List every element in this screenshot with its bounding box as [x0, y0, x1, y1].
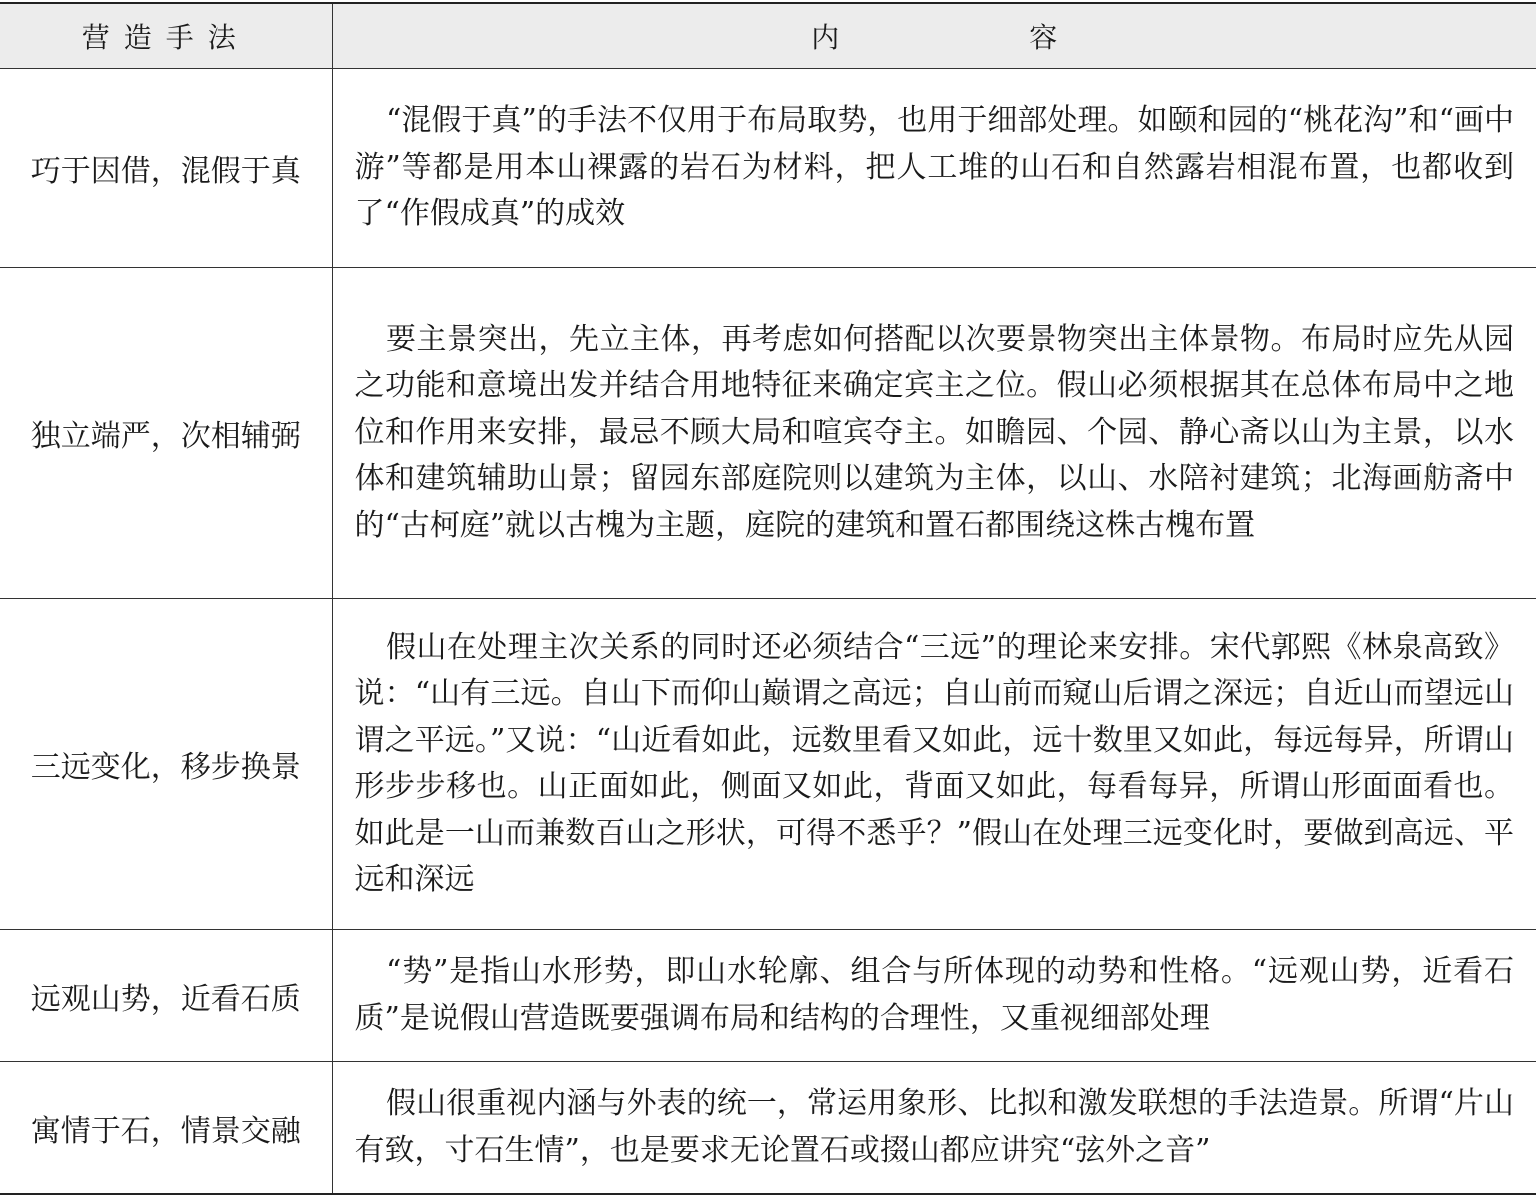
- header-content: [332, 3, 1536, 69]
- content-text: 假山很重视内涵与外表的统一，常运用象形、比拟和激发联想的手法造景。所谓“片山有致，寸石生情”，也是要求无论置石或掇山都应讲究“弦外之音”: [354, 1086, 1514, 1168]
- method-cell: 寓情于石，情景交融: [0, 1062, 332, 1195]
- content-cell: [332, 599, 1536, 930]
- content-cell: [332, 930, 1536, 1062]
- method-cell: 远观山势，近看石质: [0, 930, 332, 1062]
- content-text: “势”是指山水形势，即山水轮廓、组合与所体现的动势和性格。“远观山势，近看石质”是说假山营造既要强调布局和结构的合理性，又重视细部处理: [354, 954, 1514, 1036]
- method-cell: 巧于因借，混假于真: [0, 69, 332, 268]
- table-row: [0, 69, 1536, 268]
- table-row: [0, 930, 1536, 1062]
- techniques-table: [0, 2, 1536, 1195]
- content-cell: [332, 268, 1536, 599]
- header-row: [0, 3, 1536, 69]
- content-cell: [332, 1062, 1536, 1195]
- header-method: 营造手法: [0, 3, 332, 69]
- header-content-char-2: 容: [1029, 21, 1058, 54]
- table-row: [0, 1062, 1536, 1195]
- method-cell: 三远变化，移步换景: [0, 599, 332, 930]
- content-text: 要主景突出，先立主体，再考虑如何搭配以次要景物突出主体景物。布局时应先从园之功能和意境出发并结合用地特征来确定宾主之位。假山必须根据其在总体布局中之地位和作用来安排，最忌不顾大局和喧宾夺主。如瞻园、个园、静心斋以山为主景，以水体和建筑辅助山景；留园东部庭院则以建筑为主体，以山、水陪衬建筑；北海画舫斋中的“古柯庭”就以古槐为主题，庭院的建筑和置石都围绕这株古槐布置: [354, 321, 1514, 543]
- content-text: “混假于真”的手法不仅用于布局取势，也用于细部处理。如颐和园的“桃花沟”和“画中游”等都是用本山裸露的岩石为材料，把人工堆的山石和自然露岩相混布置，也都收到了“作假成真”的成效: [354, 103, 1514, 232]
- table-row: [0, 268, 1536, 599]
- content-cell: [332, 69, 1536, 268]
- table-row: [0, 599, 1536, 930]
- header-content-char-1: 内: [811, 21, 840, 54]
- method-cell: 独立端严，次相辅弼: [0, 268, 332, 599]
- content-text: 假山在处理主次关系的同时还必须结合“三远”的理论来安排。宋代郭熙《林泉高致》说：“山有三远。自山下而仰山巅谓之高远；自山前而窥山后谓之深远；自近山而望远山谓之平远。”又说：“山近看如此，远数里看又如此，远十数里又如此，每远每异，所谓山形步步移也。山正面如此，侧面又如此，背面又如此，每看每异，所谓山形面面看也。如此是一山而兼数百山之形状，可得不悉乎？”假山在处理三远变化时，要做到高远、平远和深远: [354, 629, 1514, 897]
